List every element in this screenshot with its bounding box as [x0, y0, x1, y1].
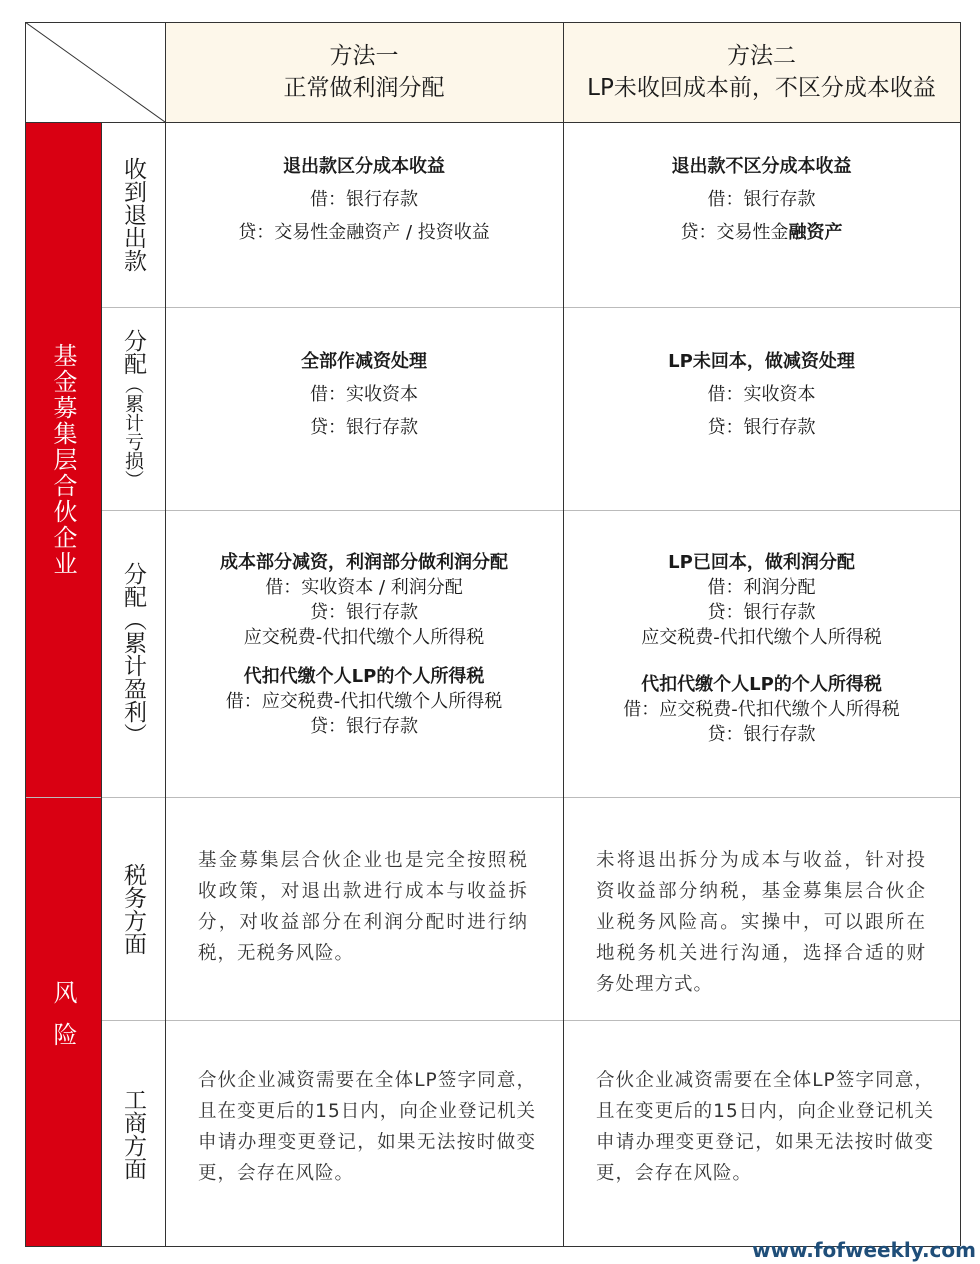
cell-receive-exit-method-2 — [563, 150, 960, 270]
group-fund-layer-label: 基金募集层合伙企业 — [49, 342, 77, 577]
entry-line: 借：实收资本 — [707, 384, 816, 405]
entry-line: 贷：银行存款 — [707, 602, 816, 623]
entry-title: 代扣代缴个人LP的个人所得税 — [641, 674, 882, 695]
entry-line: 贷：交易性金融资产 — [680, 222, 843, 243]
entry-line: 借：应交税费-代扣代缴个人所得税 — [225, 691, 503, 712]
cell-distribution-loss-method-2 — [563, 345, 960, 465]
row-label-distribution-loss: 分配 （累计亏损） — [120, 328, 146, 489]
method-2-subtitle: LP未收回成本前，不区分成本收益 — [587, 75, 936, 101]
entry-title: 代扣代缴个人LP的个人所得税 — [243, 666, 485, 687]
grid-line — [165, 22, 166, 1246]
entry-line: 应交税费-代扣代缴个人所得税 — [243, 627, 485, 648]
entry-line: 借：银行存款 — [707, 189, 816, 210]
entry-line: 借：银行存款 — [310, 189, 418, 210]
group-risk-label: 风险 — [49, 980, 77, 1064]
entry-line: 贷：银行存款 — [310, 716, 418, 737]
entry-line: 贷：银行存款 — [310, 602, 418, 623]
website-watermark: www.fofweekly.com — [752, 1238, 976, 1262]
entry-line: 贷：银行存款 — [310, 417, 418, 438]
method-2-title: 方法二 — [727, 43, 796, 69]
grid-line — [25, 22, 26, 1246]
cell-commerce-method-2: 合伙企业减资需要在全体LP签字同意，且在变更后的15日内，向企业登记机关申请办理变更登记，如果无法按时做变更，会存在风险。 — [596, 1070, 934, 1184]
grid-line — [101, 122, 102, 1246]
cell-distribution-profit-method-1 — [165, 550, 563, 750]
entry-title: 退出款不区分成本收益 — [671, 156, 852, 177]
row-label-receive-exit: 收到退出款 — [120, 157, 146, 272]
grid-line — [101, 510, 960, 511]
entry-title: 全部作减资处理 — [301, 351, 427, 372]
corner-cell — [25, 22, 165, 122]
entry-line: 贷：交易性金融资产 / 投资收益 — [238, 222, 490, 243]
cell-tax-method-2: 未将退出拆分为成本与收益，针对投资收益部分纳税，基金募集层合伙企业税务风险高。实操中，可以跟所在地税务机关进行沟通，选择合适的财务处理方式。 — [596, 850, 926, 995]
entry-line: 应交税费-代扣代缴个人所得税 — [641, 627, 882, 648]
row-label-distribution-profit: 分配 （累计盈利） — [120, 561, 146, 746]
grid-line — [101, 1020, 960, 1021]
entry-line: 借：实收资本 / 利润分配 — [265, 577, 463, 598]
grid-line — [101, 307, 960, 308]
cell-distribution-loss-method-1 — [165, 345, 563, 465]
entry-title: 退出款区分成本收益 — [283, 156, 445, 177]
cell-distribution-profit-method-2 — [563, 550, 960, 760]
entry-line: 借：实收资本 — [310, 384, 418, 405]
method-1-subtitle: 正常做利润分配 — [283, 75, 445, 101]
entry-title: LP已回本，做利润分配 — [668, 552, 855, 573]
grid-line — [563, 22, 564, 1246]
entry-title: LP未回本，做减资处理 — [668, 351, 855, 372]
entry-title: 成本部分减资，利润部分做利润分配 — [220, 552, 508, 573]
entry-line: 借：利润分配 — [707, 577, 816, 598]
row-label-commerce: 工商方面 — [120, 1087, 146, 1180]
entry-line: 贷：银行存款 — [707, 417, 816, 438]
row-label-tax: 税务方面 — [120, 862, 146, 955]
entry-line: 借：应交税费-代扣代缴个人所得税 — [623, 699, 900, 720]
method-1-title: 方法一 — [329, 43, 399, 69]
grid-line — [960, 22, 961, 1246]
cell-tax-method-1: 基金募集层合伙企业也是完全按照税收政策，对退出款进行成本与收益拆分，对收益部分在利润分配时进行纳税，无税务风险。 — [198, 850, 528, 964]
group-risk — [25, 797, 101, 1247]
entry-line: 贷：银行存款 — [707, 724, 816, 745]
header-method-1 — [165, 22, 563, 122]
diagonal-line — [25, 22, 165, 122]
cell-commerce-method-1: 合伙企业减资需要在全体LP签字同意，且在变更后的15日内，向企业登记机关申请办理变更登记，如果无法按时做变更，会存在风险。 — [198, 1070, 536, 1184]
header-method-2 — [563, 22, 960, 122]
cell-receive-exit-method-1 — [165, 150, 563, 270]
group-fund-layer — [25, 122, 101, 797]
